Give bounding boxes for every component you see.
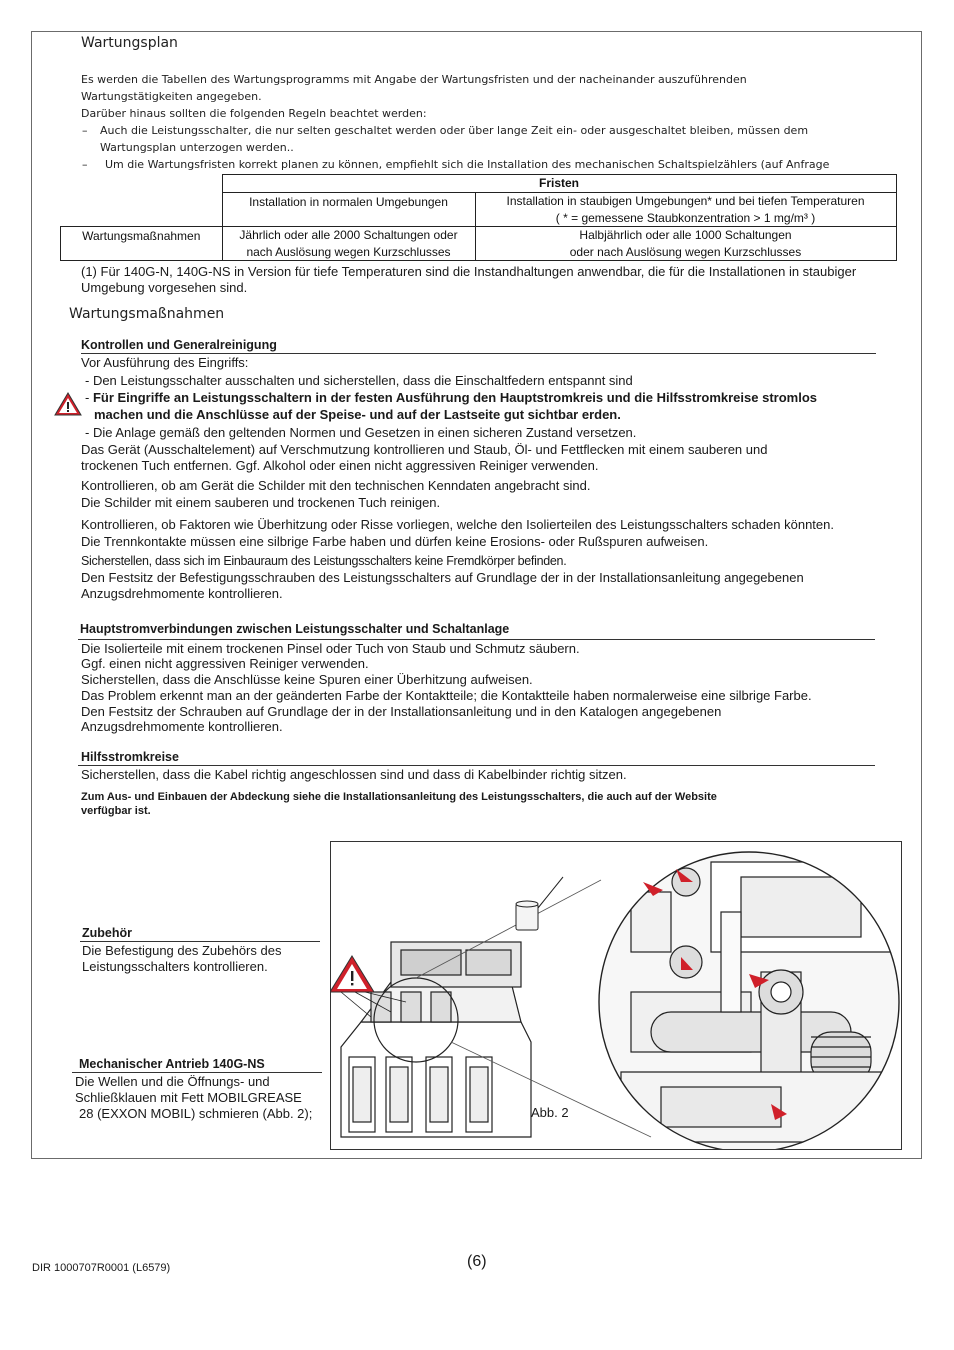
section2-title: Wartungsmaßnahmen	[69, 306, 225, 322]
warning-triangle-icon	[54, 392, 82, 416]
section-title: Wartungsplan	[81, 35, 178, 51]
subsection-heading: Mechanischer Antrieb 140G-NS	[79, 1057, 265, 1071]
text-line: Sicherstellen, dass die Anschlüsse keine Spuren einer Überhitzung aufweisen.	[81, 672, 533, 687]
intro-bullet: Um die Wartungsfristen korrekt planen zu können, empfiehlt sich die Installation des mechanischen Schaltspielzählers (auf Anfrage	[105, 158, 830, 171]
bullet-dash: –	[82, 158, 88, 171]
figure-abb2	[330, 841, 902, 1150]
table-cell-normal	[222, 227, 475, 261]
text-line: Die Wellen und die Öffnungs- und	[75, 1074, 270, 1089]
warning-text: Für Eingriffe an Leistungsschaltern in der festen Ausführung den Hauptstromkreis und die Hilfsstromkreise stromlos	[92, 390, 817, 405]
text-line: Leistungsschalters kontrollieren.	[82, 959, 268, 974]
text-line: trockenen Tuch entfernen. Ggf. Alkohol oder einen nicht aggressiven Reiniger verwenden.	[81, 458, 599, 473]
text-line: Das Problem erkennt man an der geänderten Farbe der Kontaktteile; die Kontaktteile haben normalerweise eine silbrige Farbe.	[81, 688, 812, 703]
breaker-illustration	[331, 842, 902, 1150]
text-line: Sicherstellen, dass die Kabel richtig angeschlossen sind und dass di Kabelbinder richtig sitzen.	[81, 767, 627, 782]
subsection-heading: Kontrollen und Generalreinigung	[81, 338, 277, 352]
table-cell-line: Jährlich oder alle 2000 Schaltungen oder	[239, 228, 458, 242]
heading-rule	[80, 941, 320, 942]
table-row-label: Wartungsmaßnahmen	[61, 227, 223, 261]
subsection-heading: Hilfsstromkreise	[81, 750, 179, 764]
figure-caption: Abb. 2	[531, 1105, 569, 1120]
heading-rule	[78, 639, 875, 640]
dash: -	[85, 390, 93, 405]
footnote-line: (1) Für 140G-N, 140G-NS in Version für tiefe Temperaturen sind die Instandhaltungen anwendbar, die für die Installationen in staubiger	[81, 264, 857, 279]
note-line: verfügbar ist.	[81, 805, 151, 817]
text-line: Anzugsdrehmomente kontrollieren.	[81, 586, 283, 601]
text-line: Vor Ausführung des Eingriffs:	[81, 355, 249, 370]
text-line: Den Festsitz der Schrauben auf Grundlage der in der Installationsanleitung und in den Katalogen angegebenen	[81, 704, 722, 719]
text-line: Anzugsdrehmomente kontrollieren.	[81, 719, 283, 734]
text-line: Die Trennkontakte müssen eine silbrige Farbe haben und dürfen keine Erosions- oder Rußspuren aufweisen.	[81, 534, 709, 549]
note-line: Zum Aus- und Einbauen der Abdeckung siehe die Installationsanleitung des Leistungsschalters, die auch auf der Website	[81, 791, 717, 803]
table-col-dusty-line1: Installation in staubigen Umgebungen* und bei tiefen Temperaturen	[506, 194, 865, 208]
text-line: 28 (EXXON MOBIL) schmieren (Abb. 2);	[79, 1106, 313, 1121]
text-line: - Die Anlage gemäß den geltenden Normen und Gesetzen in einen sicheren Zustand versetzen.	[85, 425, 637, 440]
intro-bullet: Auch die Leistungsschalter, die nur selten geschaltet werden oder über lange Zeit ein- oder ausgeschaltet bleiben, müssen dem	[100, 124, 809, 137]
table-cell-line: Halbjährlich oder alle 1000 Schaltungen	[579, 228, 792, 242]
doc-id: DIR 1000707R0001 (L6579)	[32, 1262, 171, 1274]
page-number: (6)	[467, 1253, 487, 1270]
text-line: Den Festsitz der Befestigungsschrauben des Leistungsschalters auf Grundlage der in der Installationsanleitung angegebenen	[81, 570, 804, 585]
heading-rule	[72, 1072, 322, 1073]
table-header: Fristen	[222, 175, 896, 193]
text-line: Kontrollieren, ob am Gerät die Schilder mit den technischen Kenndaten angebracht sind.	[81, 478, 591, 493]
text-line: Ggf. einen nicht aggressiven Reiniger verwenden.	[81, 656, 369, 671]
table-col-normal: Installation in normalen Umgebungen	[222, 193, 475, 227]
intro-bullet: Wartungsplan unterzogen werden..	[100, 141, 294, 154]
intro-line: Wartungstätigkeiten angegeben.	[81, 90, 262, 103]
text-line: Die Befestigung des Zubehörs des	[82, 943, 282, 958]
maintenance-table	[60, 174, 897, 261]
intro-line: Es werden die Tabellen des Wartungsprogramms mit Angabe der Wartungsfristen und der nacheinander auszuführenden	[81, 73, 747, 86]
table-cell-dusty	[475, 227, 896, 261]
bullet-dash: –	[82, 124, 88, 137]
table-cell-line: oder nach Auslösung wegen Kurzschlusses	[569, 244, 802, 259]
table-col-dusty	[475, 193, 896, 227]
text-line: Kontrollieren, ob Faktoren wie Überhitzung oder Risse vorliegen, welche den Isolierteilen des Leistungsschalters schaden könnten.	[81, 517, 834, 532]
text-line: Die Schilder mit einem sauberen und trockenen Tuch reinigen.	[81, 495, 441, 510]
heading-rule	[81, 353, 876, 354]
footnote-line: Umgebung vorgesehen sind.	[81, 280, 248, 295]
intro-line: Darüber hinaus sollten die folgenden Regeln beachtet werden:	[81, 107, 427, 120]
table-col-dusty-line2: ( * = gemessene Staubkonzentration > 1 mg/m³ )	[555, 210, 816, 225]
warning-text: machen und die Anschlüsse auf der Speise- und auf der Lastseite gut sichtbar erden.	[94, 407, 621, 422]
heading-rule	[78, 765, 875, 766]
text-line: - Den Leistungsschalter ausschalten und sicherstellen, dass die Einschaltfedern entspannt sind	[85, 373, 633, 388]
text-line: Sicherstellen, dass sich im Einbauraum des Leistungsschalters keine Fremdkörper befinden.	[81, 554, 567, 568]
text-line: Schließklauen mit Fett MOBILGREASE	[75, 1090, 302, 1105]
text-line: Die Isolierteile mit einem trockenen Pinsel oder Tuch von Staub und Schmutz säubern.	[81, 641, 580, 656]
subsection-heading: Hauptstromverbindungen zwischen Leistungsschalter und Schaltanlage	[80, 622, 510, 636]
text-line: Das Gerät (Ausschaltelement) auf Verschmutzung kontrollieren und Staub, Öl- und Fettflecken mit einem sauberen und	[81, 442, 768, 457]
table-cell-line: nach Auslösung wegen Kurzschlusses	[246, 244, 451, 259]
subsection-heading: Zubehör	[82, 926, 132, 940]
